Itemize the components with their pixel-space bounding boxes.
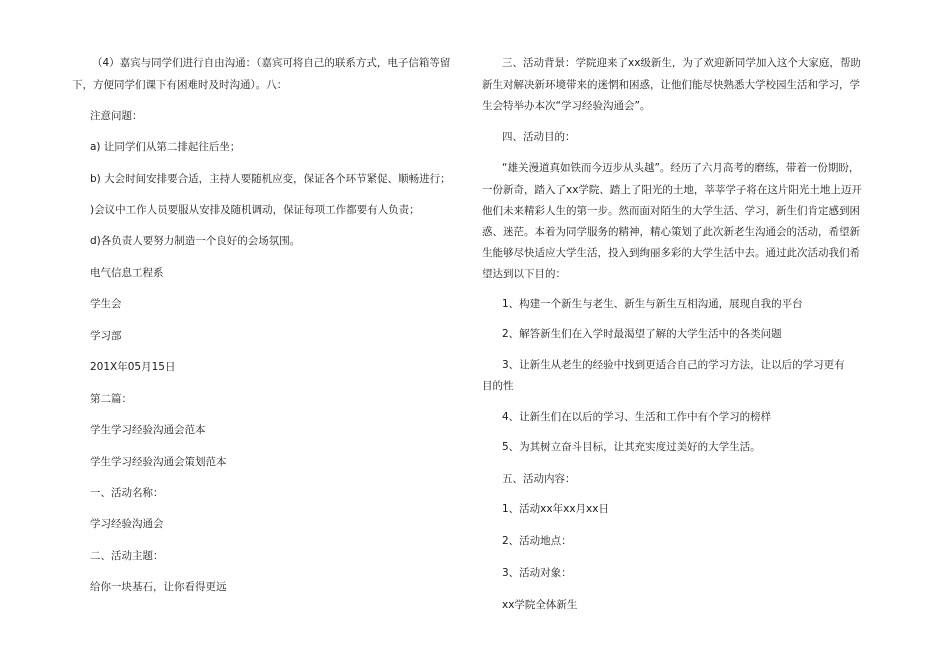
paragraph-line: 三、活动背景：学院迎来了xx级新生，为了欢迎新同学加入这个大家庭，帮助 [502, 57, 861, 69]
goal-item: 5、为其树立奋斗目标，让其充实度过美好的大学生活。 [502, 441, 761, 453]
paragraph-line: 生会特举办本次“学习经验沟通会”。 [482, 100, 651, 112]
department: 电气信息工程系 [90, 267, 164, 279]
paragraph-line: （4）嘉宾与同学们进行自由沟通：（嘉宾可将自己的联系方式，电子信箱等留 [92, 57, 451, 69]
paragraph-line: “雄关漫道真如铁而今迈步从头越”。经历了六月高考的磨练，带着一份期盼， [502, 162, 860, 174]
section-heading: 二、活动主题： [90, 550, 164, 562]
content-item: 1、活动xx年xx月xx日 [502, 503, 609, 515]
student-union: 学生会 [90, 298, 122, 310]
document-date: 201X年05月15日 [90, 361, 176, 373]
document-subtitle: 学生学习经验沟通会策划范本 [90, 456, 227, 468]
study-section: 学习部 [90, 330, 122, 342]
note-c: )会议中工作人员要服从安排及随机调动，保证每项工作都要有人负责； [90, 204, 420, 216]
goal-item-continued: 目的性 [482, 380, 514, 392]
paragraph-line: 一份新奇，踏入了xx学院、踏上了阳光的土地，莘莘学子将在这片阳光土地上迈开 [482, 184, 862, 196]
document-title: 学生学习经验沟通会范本 [90, 424, 206, 436]
goal-item: 3、让新生从老生的经验中找到更适合自己的学习方法，让以后的学习更有 [502, 359, 845, 371]
notes-heading: 注意问题： [90, 110, 143, 122]
part-heading: 第二篇： [90, 393, 132, 405]
section-heading: 一、活动名称： [90, 487, 164, 499]
paragraph-line: 惑、迷茫。本着为同学服务的精神，精心策划了此次新老生沟通会的活动，希望新 [482, 226, 860, 238]
paragraph-line: 生能够尽快适应大学生活，投入到绚丽多彩的大学生活中去。通过此次活动我们希 [482, 247, 860, 259]
note-b: b) 大会时间安排要合适，主持人要随机应变，保证各个环节紧促、顺畅进行； [90, 173, 451, 185]
paragraph-line: 他们未来精彩人生的第一步。然而面对陌生的大学生活、学习，新生们肯定感到困 [482, 205, 860, 217]
goal-item: 4、让新生们在以后的学习、生活和工作中有个学习的榜样 [502, 411, 772, 423]
goal-item: 2、解答新生们在入学时最渴望了解的大学生活中的各类问题 [502, 328, 782, 340]
note-a: a) 让同学们从第二排起往后坐； [90, 141, 241, 153]
paragraph-line: 望达到以下目的： [482, 268, 566, 280]
section-heading: 四、活动目的： [502, 131, 576, 143]
note-d: d)各负责人要努力制造一个良好的会场氛围。 [90, 235, 301, 247]
audience: xx学院全体新生 [502, 599, 578, 611]
section-heading: 五、活动内容： [502, 473, 576, 485]
activity-theme: 给你一块基石，让你看得更远 [90, 581, 227, 593]
paragraph-line: 新生对解决新环境带来的迷惘和困惑，让他们能尽快熟悉大学校园生活和学习，学 [482, 79, 860, 91]
goal-item: 1、构建一个新生与老生、新生与新生互相沟通，展现自我的平台 [502, 298, 803, 310]
content-item: 3、活动对象： [502, 567, 572, 579]
content-item: 2、活动地点： [502, 535, 572, 547]
activity-name: 学习经验沟通会 [90, 518, 164, 530]
paragraph-line: 下，方便同学们课下有困难时及时沟通）。八： [72, 79, 288, 91]
